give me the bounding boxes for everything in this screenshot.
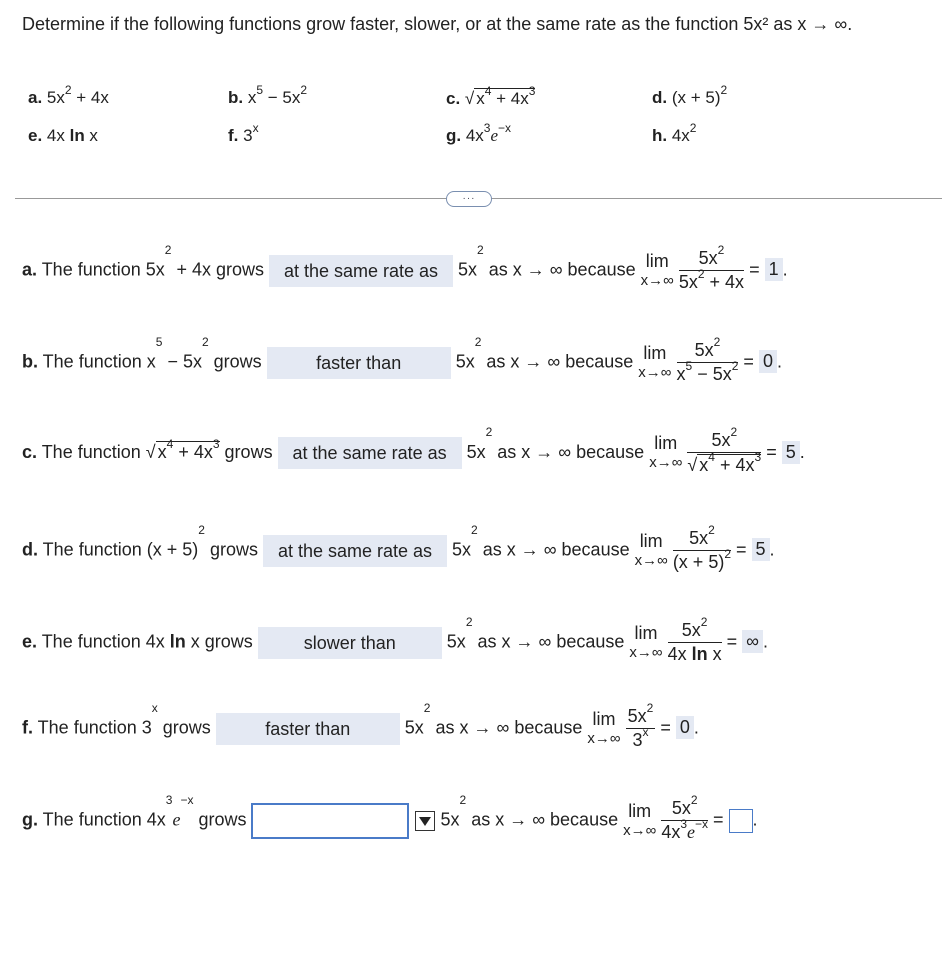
answer-c-choice[interactable]: at the same rate as (278, 437, 462, 469)
answer-d-line: d. The function $(x + 5)^2$ grows at the same rate as $5x^2$ as x → ∞ because lim x→∞ $\frac{5x^2}{(x + 5)^2}$ = 5 . (22, 523, 775, 572)
answer-a-value[interactable]: 1 (765, 258, 783, 281)
limit-c: lim x→∞ (649, 433, 683, 471)
limit-a: lim x→∞ (640, 250, 674, 289)
option-b: b. $x^5 - 5x^2$ (228, 83, 308, 107)
option-f: f. 3$^x$ (228, 121, 259, 145)
option-d: d. $(x + 5)^2$ (652, 83, 728, 107)
answer-a-line: a. The function $5x^2 + 4x$ grows at the same rate as $5x^2$ as x → ∞ because lim x→∞ $\frac{5x^2}{5x^2 + 4x}$ = 1 . (22, 243, 788, 292)
answer-e-value[interactable]: ∞ (742, 630, 763, 653)
limit-e: lim x→∞ (629, 622, 663, 661)
answer-a-choice[interactable]: at the same rate as (269, 255, 453, 287)
answer-b-line: b. The function $x^5 - 5x^2$ grows faster than $5x^2$ as x → ∞ because lim x→∞ $\frac{5x^2}{x^5 - 5x^2}$ = 0 . (22, 335, 782, 384)
answer-b-value[interactable]: 0 (759, 350, 777, 373)
answer-f-value[interactable]: 0 (676, 716, 694, 739)
limit-f: lim x→∞ (587, 708, 621, 747)
answer-c-value[interactable]: 5 (782, 441, 800, 464)
answer-d-value[interactable]: 5 (752, 538, 770, 561)
option-g: g. $4x^3e^{-x}$ (446, 121, 512, 145)
answer-e-line: e. The function 4x ln x grows slower than $5x^2$ as x → ∞ because lim x→∞ $\frac{5x^2}{\text{4x ln x}}$ = ∞ . (22, 615, 769, 664)
dropdown-arrow-icon[interactable] (415, 811, 435, 831)
limit-g: lim x→∞ (623, 800, 657, 839)
answer-g-line: g. The function $4x^3e^{-x}$ grows $5x^2$ as x → ∞ because lim x→∞ $\frac{5x^2}{4x^3e^{-x}}$ = . (22, 793, 758, 842)
answer-e-choice[interactable]: slower than (258, 627, 442, 659)
answer-g-value-input[interactable] (729, 809, 753, 833)
limit-b: lim x→∞ (638, 342, 672, 381)
option-e: e. 4x ln x (28, 126, 98, 145)
answer-f-choice[interactable]: faster than (216, 713, 400, 745)
limit-d: lim x→∞ (634, 530, 668, 569)
answer-b-choice[interactable]: faster than (267, 347, 451, 379)
option-a: a. $5x^2 + 4x$ (28, 83, 109, 107)
more-button[interactable]: ··· (446, 191, 492, 207)
answer-g-dropdown[interactable] (251, 803, 409, 839)
answer-c-line: c. The function √ $x^4 + 4x^3$ grows at the same rate as $5x^2$ as x → ∞ because lim x→∞ $\frac{5x^2}{√ x^4 + 4x^3}$ = 5 . (22, 425, 805, 475)
option-c: c. √ $x^4 + 4x^3$ (446, 84, 536, 108)
option-h: h. $4x^2$ (652, 121, 697, 145)
answer-d-choice[interactable]: at the same rate as (263, 535, 447, 567)
answer-f-line: f. The function 3$^x$ grows faster than $5x^2$ as x → ∞ because lim x→∞ $\frac{5x^2}{3^x}$ = 0 . (22, 701, 699, 750)
question-text: Determine if the following functions grow faster, slower, or at the same rate as the function 5x² as x → ∞. (22, 14, 853, 34)
